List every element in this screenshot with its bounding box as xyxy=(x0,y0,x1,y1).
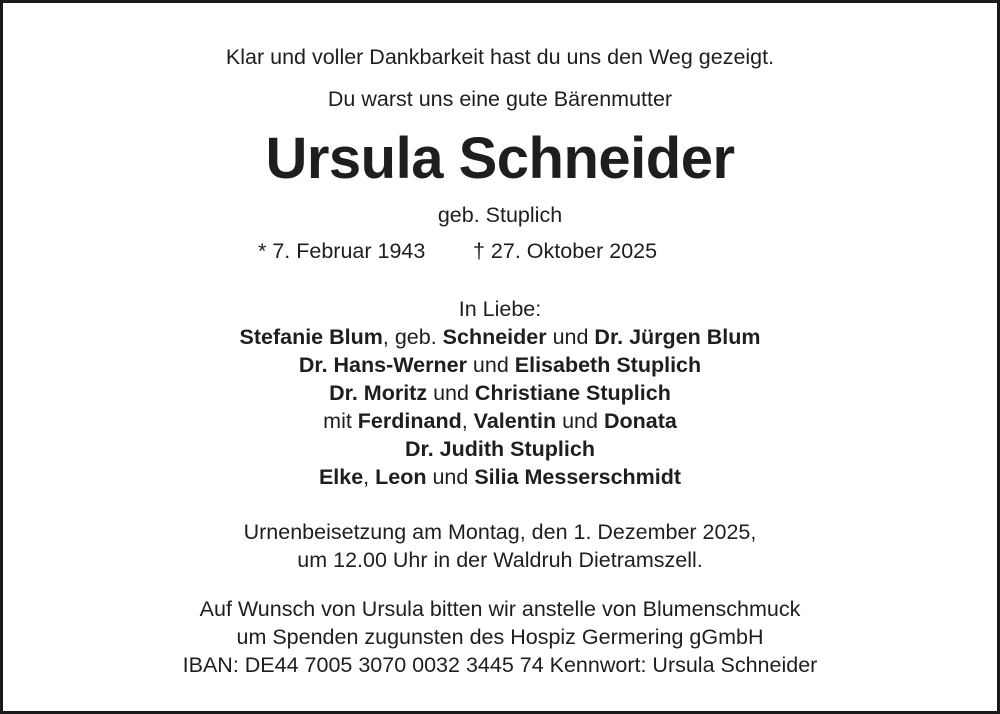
mourner-connector: und xyxy=(556,409,604,433)
motto-line-1: Klar und voller Dankbarkeit hast du uns den Weg gezeigt. xyxy=(225,45,775,69)
mourner-name: Dr. Moritz xyxy=(329,381,428,405)
mourner-connector: und xyxy=(427,381,475,405)
death-date: † 27. Oktober 2025 xyxy=(473,239,658,263)
mourner-name: Dr. Judith Stuplich xyxy=(405,437,595,461)
donation-line-2: um Spenden zugunsten des Hospiz Germering gGmbH xyxy=(236,625,764,649)
motto-line-2: Du warst uns eine gute Bärenmutter xyxy=(327,87,673,111)
mourner-name: Stefanie Blum xyxy=(239,325,383,349)
mourner-name: Ferdinand xyxy=(357,409,462,433)
mourner-line xyxy=(3,353,997,378)
mourner-connector: , geb. xyxy=(382,325,443,349)
mourner-connector: mit xyxy=(323,409,358,433)
mourner-name: Dr. Jürgen Blum xyxy=(594,325,761,349)
mourner-line xyxy=(3,437,997,462)
mourner-name: Elisabeth Stuplich xyxy=(514,353,702,377)
mourner-name: Elke xyxy=(318,465,364,489)
mourner-line xyxy=(3,465,997,490)
mourner-connector: , xyxy=(461,409,474,433)
donation-iban: IBAN: DE44 7005 3070 0032 3445 74 Kennwort: Ursula Schneider xyxy=(182,653,818,677)
mourner-line xyxy=(3,325,997,350)
mourner-name: Valentin xyxy=(473,409,557,433)
mourner-connector: und xyxy=(426,465,475,489)
mourner-line xyxy=(3,381,997,406)
deceased-name: Ursula Schneider xyxy=(265,126,735,191)
ceremony-line-2: um 12.00 Uhr in der Waldruh Dietramszell. xyxy=(297,548,703,572)
birth-date: * 7. Februar 1943 xyxy=(258,239,426,263)
mourner-name: Leon xyxy=(375,465,427,489)
mourner-connector: , xyxy=(363,465,376,489)
maiden-name: geb. Stuplich xyxy=(437,203,563,227)
mourner-line xyxy=(3,409,997,434)
donation-line-1: Auf Wunsch von Ursula bitten wir anstelle von Blumenschmuck xyxy=(199,597,801,621)
mourner-name: Christiane Stuplich xyxy=(474,381,671,405)
mourner-connector: und xyxy=(466,353,515,377)
mourners-intro: In Liebe: xyxy=(458,297,542,321)
mourner-name: Donata xyxy=(603,409,677,433)
mourner-name: Schneider xyxy=(442,325,547,349)
mourner-connector: und xyxy=(546,325,595,349)
mourner-name: Dr. Hans-Werner xyxy=(298,353,467,377)
ceremony-line-1: Urnenbeisetzung am Montag, den 1. Dezember 2025, xyxy=(243,520,757,544)
mourner-name: Silia Messerschmidt xyxy=(474,465,682,489)
